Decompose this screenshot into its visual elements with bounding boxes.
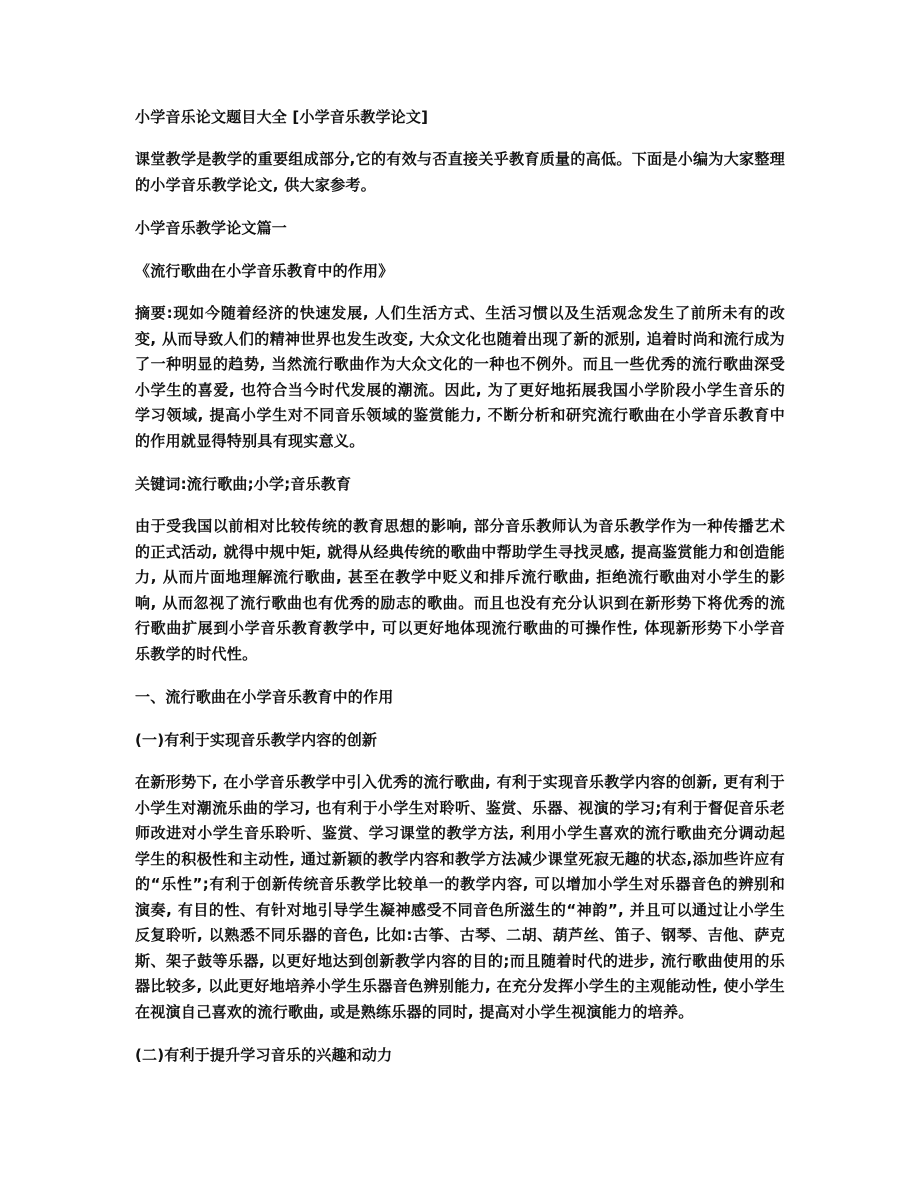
body-paragraph: 由于受我国以前相对比较传统的教育思想的影响, 部分音乐教师认为音乐教学作为一种传播艺术的正式活动, 就得中规中矩, 就得从经典传统的歌曲中帮助学生寻找灵感, 提高鉴赏能力和创造能力, 从而片面地理解流行歌曲, 甚至在教学中贬义和排斥流行歌曲, 拒绝流行歌曲对小学生的影响, 从而忽视了流行歌曲也有优秀的励志的歌曲。而且也没有充分认识到在新形势下将优秀的流行歌曲扩展到小学音乐教育教学中, 可以更好地体现流行歌曲的可操作性, 体现新形势下小学音乐教学的时代性。 — [135, 517, 785, 663]
subsection-heading: (一)有利于实现音乐教学内容的创新 — [135, 731, 378, 749]
document-title: 小学音乐论文题目大全 [小学音乐教学论文] — [135, 108, 429, 126]
section-heading: 一、流行歌曲在小学音乐教育中的作用 — [135, 688, 394, 706]
document-page — [135, 104, 785, 1085]
subsection-heading: (二)有利于提升学习音乐的兴趣和动力 — [135, 1046, 393, 1064]
abstract-paragraph: 摘要:现如今随着经济的快速发展, 人们生活方式、生活习惯以及生活观念发生了前所未有的改变, 从而导致人们的精神世界也发生改变, 大众文化也随着出现了新的派别, 追着时尚和流行成为了一种明显的趋势, 当然流行歌曲作为大众文化的一种也不例外。而且一些优秀的流行歌曲深受小学生的喜爱, 也符合当今时代发展的潮流。因此, 为了更好地拓展我国小学阶段小学生音乐的学习领域, 提高小学生对不同音乐领域的鉴赏能力, 不断分析和研究流行歌曲在小学音乐教育中的作用就显得特别具有现实意义。 — [135, 304, 785, 450]
keywords-line: 关键词:流行歌曲;小学;音乐教育 — [135, 475, 352, 493]
intro-paragraph: 课堂教学是教学的重要组成部分,它的有效与否直接关乎教育质量的高低。下面是小编为大家整理的小学音乐教学论文, 供大家参考。 — [135, 150, 785, 194]
body-paragraph: 在新形势下, 在小学音乐教学中引入优秀的流行歌曲, 有利于实现音乐教学内容的创新, 更有利于小学生对潮流乐曲的学习, 也有利于小学生对聆听、鉴赏、乐器、视演的学习;有利于督促音乐老师改进对小学生音乐聆听、鉴赏、学习课堂的教学方法, 利用小学生喜欢的流行歌曲充分调动起学生的积极性和主动性, 通过新颖的教学内容和教学方法减少课堂死寂无趣的状态,添加些许应有的“乐性”;有利于创新传统音乐教学比较单一的教学内容, 可以增加小学生对乐器音色的辨别和演奏, 有目的性、有针对地引导学生凝神感受不同音色所滋生的“神韵”, 并且可以通过让小学生反复聆听, 以熟悉不同乐器的音色, 比如:古筝、古琴、二胡、葫芦丝、笛子、钢琴、吉他、萨克斯、架子鼓等乐器, 以更好地达到创新教学内容的目的;而且随着时代的进步, 流行歌曲使用的乐器比较多, 以此更好地培养小学生乐器音色辨别能力, 在充分发挥小学生的主观能动性, 使小学生在视演自己喜欢的流行歌曲, 或是熟练乐器的同时, 提高对小学生视演能力的培养。 — [135, 773, 785, 1021]
section-title: 小学音乐教学论文篇一 — [135, 219, 288, 237]
article-title: 《流行歌曲在小学音乐教育中的作用》 — [135, 262, 394, 280]
